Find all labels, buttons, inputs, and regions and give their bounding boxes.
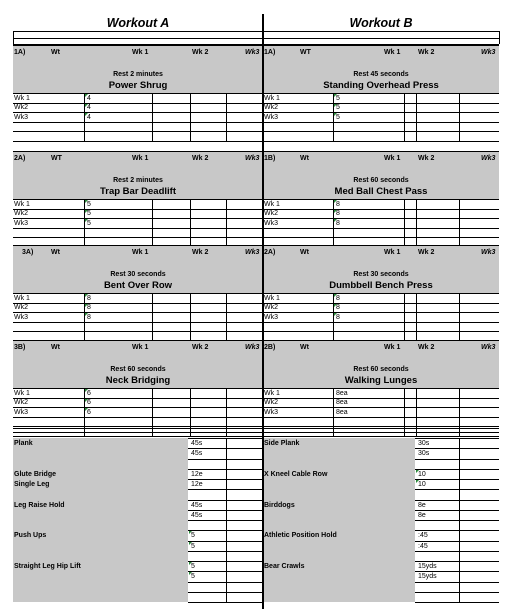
note-flag-icon [416,480,419,483]
grid-line [263,322,499,323]
week-row-label: Wk2 [264,104,278,111]
week3-column-header: Wk3 [245,155,260,162]
core-exercise-name: Glute Bridge [14,470,57,478]
grid-line [263,428,499,429]
weight-entry-cell[interactable]: 8 [87,313,91,321]
note-flag-icon [189,562,192,565]
week-row-label: Wk3 [14,113,28,121]
grid-line [226,293,227,341]
weight-column-header: Wt [300,249,309,256]
grid-line [499,31,500,44]
note-flag-icon [85,294,88,297]
week2-column-header: Wk 2 [192,344,209,351]
rest-interval: Rest 2 minutes [113,177,163,184]
grid-line [263,407,499,408]
week-row-label: Wk3 [264,408,278,416]
grid-line [415,479,499,480]
grid-line [404,293,405,341]
grid-line [416,93,417,141]
core-value-cell[interactable]: 8e [418,511,426,519]
grid-line [13,45,263,46]
weight-entry-cell[interactable]: 8 [336,313,340,321]
note-flag-icon [189,572,192,575]
core-exercise-name: Push Ups [14,532,47,540]
weight-column-header: Wt [300,344,309,351]
note-flag-icon [85,399,88,402]
weight-entry-cell[interactable]: 5 [336,104,340,111]
rest-interval: Rest 30 seconds [353,271,409,278]
core-value-cell[interactable]: 10 [418,481,426,488]
core-value-cell[interactable]: 5 [191,532,195,540]
week3-column-header: Wk3 [245,344,260,351]
grid-line [415,520,499,521]
week-row-label: Wk2 [264,210,278,217]
week-row-label: Wk 1 [264,294,280,302]
grid-line [190,93,191,141]
block-label: 2A) [14,155,26,162]
core-value-cell[interactable]: 45s [191,440,203,447]
grid-line [263,293,499,294]
grid-line [415,602,499,603]
weight-column-header: Wt [300,155,309,162]
week-row-label: Wk 1 [14,94,30,102]
core-exercise-name: Leg Raise Hold [14,501,65,509]
workout-a-title: Workout A [106,16,170,30]
core-value-cell[interactable]: 8e [418,501,426,509]
grid-line [459,293,460,341]
core-value-cell[interactable]: 30s [418,440,430,447]
grid-line [263,45,499,46]
grid-line [415,469,499,470]
grid-line [263,331,499,332]
week-row-label: Wk 1 [264,200,280,208]
week1-column-header: Wk 1 [132,249,149,256]
note-flag-icon [334,304,337,307]
core-exercise-name: Side Plank [264,440,300,447]
note-flag-icon [334,113,337,116]
core-value-cell[interactable]: 30s [418,450,430,458]
core-label-column [13,438,188,602]
grid-line [263,209,499,210]
note-flag-icon [334,200,337,203]
grid-line [263,122,499,123]
grid-line [188,602,263,603]
weight-entry-cell[interactable]: 6 [87,389,91,397]
core-value-cell[interactable]: 15yds [418,563,437,570]
core-exercise-name: Straight Leg Hip Lift [14,563,81,570]
block-label: 2A) [264,249,276,256]
week1-column-header: Wk 1 [384,249,401,256]
weight-entry-cell[interactable]: 8 [336,304,340,311]
grid-line [13,141,263,142]
weight-entry-cell[interactable]: 6 [87,408,91,416]
weight-entry-cell[interactable]: 5 [87,219,91,227]
grid-line [263,388,499,389]
block-label: 1A) [14,49,26,56]
grid-line [152,93,153,141]
grid-line [416,293,417,341]
core-value-cell[interactable]: 10 [418,470,426,478]
weight-column-header: Wt [51,344,60,351]
grid-line [263,436,499,437]
grid-line [152,293,153,341]
grid-line [333,199,334,247]
core-value-cell[interactable]: 45s [191,450,203,458]
grid-line [13,340,263,341]
grid-line [415,551,499,552]
note-flag-icon [334,313,337,316]
grid-line [459,438,460,602]
grid-line [263,151,499,152]
core-value-cell[interactable]: 12e [191,470,203,478]
grid-line [13,31,263,32]
weight-column-header: WT [51,155,62,162]
weight-entry-cell[interactable]: 8 [336,200,340,208]
weight-column-header: Wt [51,249,60,256]
core-value-cell[interactable]: 5 [191,542,195,550]
grid-line [13,31,14,44]
exercise-name: Standing Overhead Press [323,80,439,91]
week3-column-header: Wk3 [481,49,496,56]
note-flag-icon [85,104,88,107]
weight-entry-cell[interactable]: 8 [87,294,91,302]
week3-column-header: Wk3 [481,155,496,162]
week1-column-header: Wk 1 [132,155,149,162]
week2-column-header: Wk 2 [192,49,209,56]
week3-column-header: Wk3 [245,249,260,256]
grid-line [84,293,85,341]
weight-entry-cell[interactable]: 5 [336,94,340,102]
week3-column-header: Wk3 [245,49,260,56]
weight-entry-cell[interactable]: 8 [336,294,340,302]
week3-column-header: Wk3 [481,249,496,256]
week-row-label: Wk 1 [264,94,280,102]
grid-line [152,199,153,247]
core-exercise-name: Bear Crawls [264,563,305,570]
grid-line [333,93,334,141]
grid-line [459,93,460,141]
grid-line [263,245,499,246]
exercise-name: Power Shrug [108,80,168,91]
note-flag-icon [334,94,337,97]
note-flag-icon [334,219,337,222]
note-flag-icon [85,200,88,203]
grid-line [263,417,499,418]
grid-line [404,93,405,141]
note-flag-icon [416,470,419,473]
note-flag-icon [85,94,88,97]
core-value-cell[interactable]: :45 [418,542,428,550]
grid-line [226,438,227,602]
grid-line [415,592,499,593]
core-exercise-name: Birddogs [264,501,295,509]
week2-column-header: Wk 2 [192,155,209,162]
weight-entry-cell[interactable]: 4 [87,113,91,121]
exercise-name: Trap Bar Deadlift [99,186,177,197]
grid-line [263,426,499,427]
note-flag-icon [189,531,192,534]
grid-line [13,436,263,437]
grid-line [263,237,499,238]
grid-line [262,14,264,609]
weight-entry-cell[interactable]: 8 [336,210,340,217]
week-row-label: Wk2 [14,399,28,406]
week1-column-header: Wk 1 [384,344,401,351]
rest-interval: Rest 60 seconds [110,366,166,373]
exercise-name: Med Ball Chest Pass [334,186,428,197]
weight-entry-cell[interactable]: 5 [87,200,91,208]
week1-column-header: Wk 1 [384,155,401,162]
week2-column-header: Wk 2 [418,49,435,56]
exercise-name: Walking Lunges [344,375,418,386]
note-flag-icon [189,542,192,545]
grid-line [263,199,499,200]
grid-line [263,312,499,313]
week1-column-header: Wk 1 [132,344,149,351]
core-value-cell[interactable]: 15yds [418,573,437,581]
weight-entry-cell[interactable]: 4 [87,104,91,111]
core-value-cell[interactable]: 5 [191,573,195,581]
block-label: 1B) [264,155,276,162]
grid-line [263,112,499,113]
week-row-label: Wk 1 [14,200,30,208]
week1-column-header: Wk 1 [384,49,401,56]
core-exercise-name: Plank [14,440,33,447]
rest-interval: Rest 60 seconds [353,177,409,184]
grid-line [263,218,499,219]
week-row-label: Wk2 [14,304,28,311]
week2-column-header: Wk 2 [418,249,435,256]
grid-line [415,510,499,511]
grid-line [333,293,334,341]
grid-line [84,93,85,141]
exercise-name: Neck Bridging [105,375,171,386]
rest-interval: Rest 45 seconds [353,71,409,78]
week1-column-header: Wk 1 [132,49,149,56]
rest-interval: Rest 30 seconds [110,271,166,278]
note-flag-icon [85,408,88,411]
week-row-label: Wk3 [14,313,28,321]
grid-line [263,131,499,132]
rest-interval: Rest 2 minutes [113,71,163,78]
grid-line [263,103,499,104]
grid-line [13,151,263,152]
grid-line [415,489,499,490]
weight-entry-cell[interactable]: 5 [336,113,340,121]
exercise-name: Bent Over Row [103,280,173,291]
workout-b-title: Workout B [349,16,413,30]
core-value-cell[interactable]: 5 [191,563,195,570]
grid-line [190,199,191,247]
grid-line [226,199,227,247]
core-value-cell[interactable]: 45s [191,501,203,509]
block-label: 3A) [22,249,34,256]
weight-entry-cell[interactable]: 5 [87,210,91,217]
core-exercise-name: X Kneel Cable Row [264,470,328,478]
grid-line [263,398,499,399]
core-value-cell[interactable]: 45s [191,511,203,519]
note-flag-icon [334,294,337,297]
grid-line [404,199,405,247]
grid-line [190,293,191,341]
block-label: 3B) [14,344,26,351]
grid-line [263,31,499,32]
week-row-label: Wk2 [14,104,28,111]
week-row-label: Wk2 [264,399,278,406]
core-exercise-name: Athletic Position Hold [264,532,337,540]
week-row-label: Wk3 [14,408,28,416]
grid-line [415,459,499,460]
grid-line [415,582,499,583]
rest-interval: Rest 60 seconds [353,366,409,373]
block-label: 1A) [264,49,276,56]
grid-line [263,141,499,142]
core-exercise-variation: Single Leg [14,481,50,488]
weight-entry-cell[interactable]: 8ea [336,389,348,397]
note-flag-icon [85,389,88,392]
week-row-label: Wk 1 [14,389,30,397]
block-label: 2B) [264,344,276,351]
week-row-label: Wk3 [264,313,278,321]
grid-line [13,245,263,246]
weight-entry-cell[interactable]: 8ea [336,408,348,416]
note-flag-icon [85,113,88,116]
core-value-cell[interactable]: 12e [191,481,203,488]
week-row-label: Wk3 [264,113,278,121]
core-value-cell[interactable]: :45 [418,532,428,540]
grid-line [263,228,499,229]
grid-line [263,303,499,304]
note-flag-icon [334,104,337,107]
week-row-label: Wk3 [14,219,28,227]
grid-line [13,38,263,39]
note-flag-icon [85,219,88,222]
week-row-label: Wk 1 [264,389,280,397]
grid-line [459,199,460,247]
week2-column-header: Wk 2 [418,155,435,162]
grid-line [263,38,499,39]
note-flag-icon [85,304,88,307]
weight-entry-cell[interactable]: 8 [87,304,91,311]
week-row-label: Wk2 [264,304,278,311]
weight-entry-cell[interactable]: 8 [336,219,340,227]
weight-entry-cell[interactable]: 4 [87,94,91,102]
week-row-label: Wk2 [14,210,28,217]
grid-line [263,432,499,433]
week2-column-header: Wk 2 [192,249,209,256]
weight-column-header: WT [300,49,311,56]
grid-line [84,199,85,247]
weight-entry-cell[interactable]: 6 [87,399,91,406]
note-flag-icon [85,210,88,213]
grid-line [263,340,499,341]
grid-line [416,199,417,247]
grid-line [415,500,499,501]
note-flag-icon [85,313,88,316]
weight-column-header: Wt [51,49,60,56]
week2-column-header: Wk 2 [418,344,435,351]
grid-line [226,93,227,141]
note-flag-icon [334,210,337,213]
exercise-name: Dumbbell Bench Press [329,280,433,291]
week3-column-header: Wk3 [481,344,496,351]
grid-line [13,432,263,433]
week-row-label: Wk 1 [14,294,30,302]
weight-entry-cell[interactable]: 8ea [336,399,348,406]
grid-line [263,93,499,94]
grid-line [13,428,263,429]
week-row-label: Wk3 [264,219,278,227]
core-label-column [263,438,415,602]
